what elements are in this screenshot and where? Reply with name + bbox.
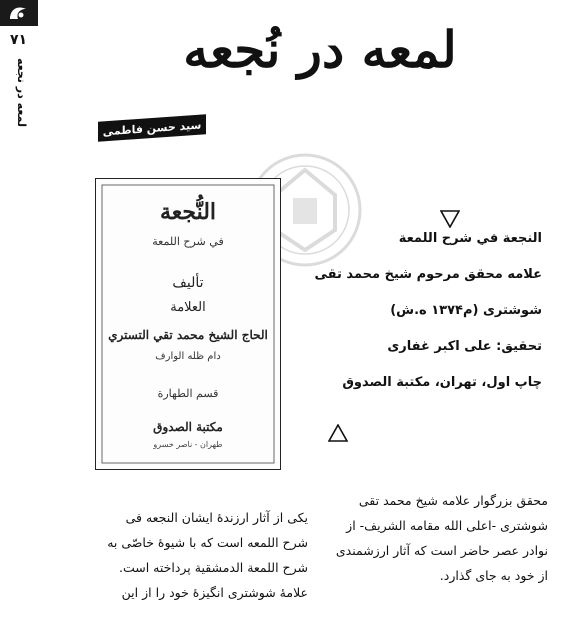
body-line: شرح اللمعة الدمشقية پرداخته است. xyxy=(118,560,308,575)
body-line: نوادر عصر حاضر است كه آثار ارزشمندى xyxy=(335,543,548,558)
info-line-author: علامه محقق مرحوم شيخ محمد تقى xyxy=(314,267,542,282)
triangle-down-icon xyxy=(440,210,460,228)
cover-line-3: الحاج الشيخ محمد تقي التستري xyxy=(108,328,268,342)
author-tag: سید حسن فاطمی xyxy=(98,114,206,142)
running-title: لمعه در نجعه xyxy=(15,58,28,127)
cover-publisher: مكتبة الصدوق xyxy=(153,420,223,434)
triangle-up-icon xyxy=(328,424,348,442)
book-info xyxy=(310,232,542,412)
body-line: علامهٔ شوشترى انگيزهٔ خود را از اين xyxy=(121,585,308,600)
margin-strip xyxy=(0,0,40,625)
body-line: محقق بزرگوار علامه شيخ محمد تقى xyxy=(358,493,548,508)
info-line-author-dates: شوشترى (م۱۳۷۴ ه.ش) xyxy=(390,303,542,318)
cover-title: النُّجعة xyxy=(159,199,217,225)
cover-line-2: العلامة xyxy=(170,300,206,315)
body-line: يكى از آثار ارزندهٔ ايشان النجعه فى xyxy=(125,510,308,525)
info-line-edition: چاپ اول، تهران، مكتبة الصدوق xyxy=(342,375,542,390)
cover-section: قسم الطهارة xyxy=(157,387,219,400)
info-line-title: النجعة في شرح اللمعة xyxy=(398,231,542,246)
book-cover-image xyxy=(95,178,281,470)
body-column-right xyxy=(316,488,548,588)
cover-subtitle: في شرح اللمعة xyxy=(152,235,224,248)
article-title: لمعه در نُجعه xyxy=(183,20,457,79)
body-line: از خود به جاى گذارد. xyxy=(439,568,548,583)
info-line-editor: تحقيق: على اكبر غفارى xyxy=(387,339,542,354)
corner-mark xyxy=(0,0,38,26)
emblem-icon xyxy=(6,3,30,23)
body-line: شرح اللمعه است كه با شيوهٔ خاصّى به xyxy=(107,535,308,550)
page-number: ٧١ xyxy=(10,32,28,48)
body-line: شوشترى -اعلى الله مقامه الشريف- از xyxy=(346,518,548,533)
cover-line-1: تأليف xyxy=(172,275,204,291)
body-column-left xyxy=(92,505,308,605)
cover-line-4: دام ظله الوارف xyxy=(155,351,221,362)
cover-publisher-sub: طهران - ناصر خسرو xyxy=(153,440,223,449)
